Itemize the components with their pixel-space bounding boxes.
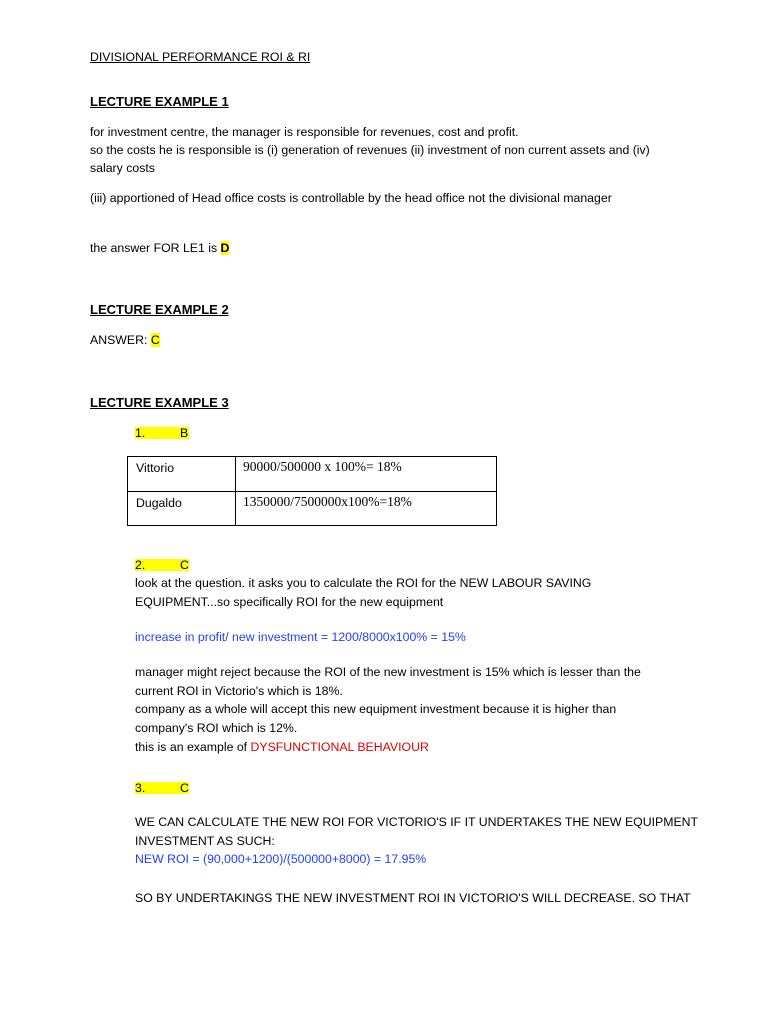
roi-table <box>127 456 497 526</box>
le2-answer-prefix: ANSWER: <box>90 333 151 347</box>
q3-formula: NEW ROI = (90,000+1200)/(500000+8000) = 17.95% <box>135 852 427 866</box>
q1-answer: B <box>180 426 189 440</box>
q3-highlight <box>135 782 189 794</box>
q2-line7-prefix: this is an example of <box>135 740 251 754</box>
q2-line7 <box>135 741 429 753</box>
le1-heading: LECTURE EXAMPLE 1 <box>90 94 229 109</box>
q2-formula: increase in profit/ new investment = 1200/8000x100% = 15% <box>135 630 466 644</box>
le3-heading: LECTURE EXAMPLE 3 <box>90 395 229 410</box>
le1-answer-line <box>90 242 229 254</box>
q2-line6: company's ROI which is 12%. <box>135 721 298 735</box>
q1-highlight <box>135 427 189 439</box>
q2-line2: EQUIPMENT...so specifically ROI for the new equipment <box>135 595 444 609</box>
q2-answer: C <box>180 558 189 572</box>
le2-answer-line <box>90 334 160 346</box>
q2-line4: current ROI in Victorio's which is 18%. <box>135 684 343 698</box>
le1-answer: D <box>220 241 230 255</box>
le2-answer: C <box>150 333 160 347</box>
le1-line3: salary costs <box>90 161 155 175</box>
le1-line2: so the costs he is responsible is (i) generation of revenues (ii) investment of non current assets and (iv) <box>90 143 650 157</box>
q1-number: 1. <box>135 426 146 440</box>
q3-line1: WE CAN CALCULATE THE NEW ROI FOR VICTORIO'S IF IT UNDERTAKES THE NEW EQUIPMENT <box>135 815 699 829</box>
table-row-1-calc: 90000/500000 x 100%= 18% <box>243 459 402 474</box>
q3-answer: C <box>180 781 189 795</box>
q3-line3: SO BY UNDERTAKINGS THE NEW INVESTMENT ROI IN VICTORIO'S WILL DECREASE. SO THAT <box>135 891 691 905</box>
q2-highlight <box>135 559 189 571</box>
q2-line1: look at the question. it asks you to calculate the ROI for the NEW LABOUR SAVING <box>135 576 592 590</box>
table-row-1-name: Vittorio <box>136 461 175 475</box>
le2-heading: LECTURE EXAMPLE 2 <box>90 302 229 317</box>
document-title: DIVISIONAL PERFORMANCE ROI & RI <box>90 50 311 64</box>
le1-line1: for investment centre, the manager is responsible for revenues, cost and profit. <box>90 125 519 139</box>
q3-number: 3. <box>135 781 146 795</box>
le1-answer-prefix: the answer FOR LE1 is <box>90 241 221 255</box>
dysfunctional-behaviour-text: DYSFUNCTIONAL BEHAVIOUR <box>250 740 429 754</box>
q2-line3: manager might reject because the ROI of the new investment is 15% which is lesser than the <box>135 665 641 679</box>
q3-line2: INVESTMENT AS SUCH: <box>135 834 275 848</box>
table-row-2-calc: 1350000/7500000x100%=18% <box>243 494 412 509</box>
q2-line5: company as a whole will accept this new equipment investment because it is higher than <box>135 702 617 716</box>
table-row-2-name: Dugaldo <box>136 496 182 510</box>
q2-number: 2. <box>135 558 146 572</box>
le1-line4: (iii) apportioned of Head office costs is controllable by the head office not the divisional manager <box>90 191 612 205</box>
